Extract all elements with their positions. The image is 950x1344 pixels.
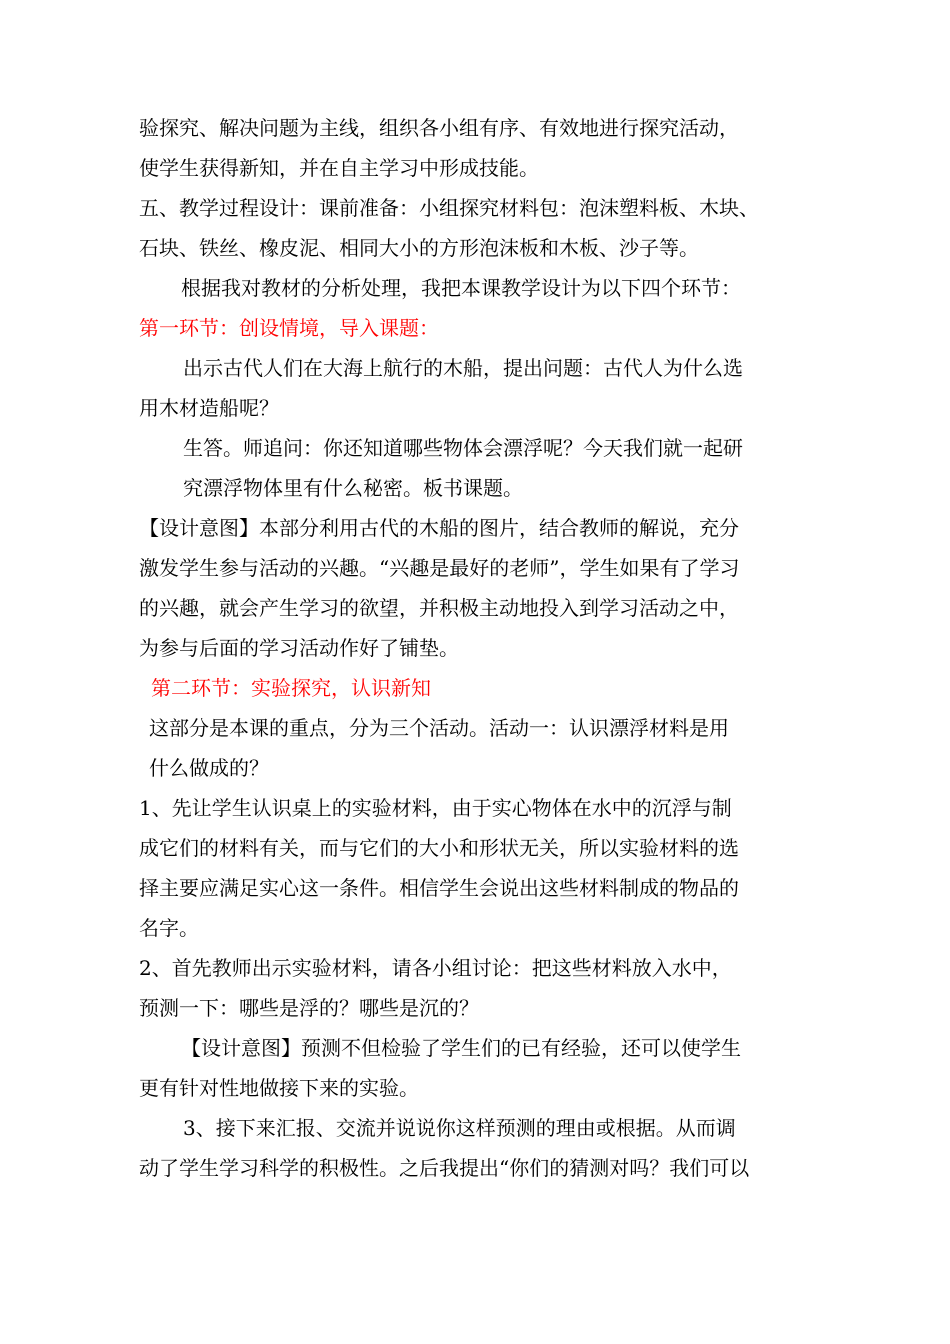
paragraph-line: 这部分是本课的重点，分为三个活动。活动一：认识漂浮材料是用 — [149, 716, 729, 740]
paragraph-line: 动了学生学习科学的积极性。之后我提出“你们的猜测对吗？我们可以 — [139, 1156, 750, 1180]
paragraph-line: 为参与后面的学习活动作好了铺垫。 — [139, 636, 459, 660]
paragraph-line: 成它们的材料有关，而与它们的大小和形状无关，所以实验材料的选 — [139, 836, 739, 860]
design-intent-paragraph: 【设计意图】本部分利用古代的木船的图片，结合教师的解说，充分 — [139, 516, 739, 540]
paragraph-line: 更有针对性地做接下来的实验。 — [139, 1076, 419, 1100]
paragraph-line: 使学生获得新知，并在自主学习中形成技能。 — [139, 156, 539, 180]
paragraph-line: 验探究、解决问题为主线，组织各小组有序、有效地进行探究活动， — [139, 116, 739, 140]
paragraph-line: 生答。师追问：你还知道哪些物体会漂浮呢？今天我们就一起研 — [183, 436, 743, 460]
paragraph-line: 择主要应满足实心这一条件。相信学生会说出这些材料制成的物品的 — [139, 876, 739, 900]
paragraph-line: 用木材造船呢？ — [139, 396, 279, 420]
paragraph-line: 激发学生参与活动的兴趣。“兴趣是最好的老师”，学生如果有了学习 — [139, 556, 740, 580]
paragraph-line: 出示古代人们在大海上航行的木船，提出问题：古代人为什么选 — [183, 356, 743, 380]
design-intent-paragraph: 【设计意图】预测不但检验了学生们的已有经验，还可以使学生 — [181, 1036, 741, 1060]
section-heading-five: 五、教学过程设计：课前准备：小组探究材料包：泡沫塑料板、木块、 — [139, 196, 759, 220]
numbered-item-3: 3、接下来汇报、交流并说说你这样预测的理由或根据。从而调 — [183, 1116, 736, 1140]
stage-one-heading: 第一环节：创设情境，导入课题： — [139, 316, 439, 340]
paragraph-line: 名字。 — [139, 916, 199, 940]
paragraph-line: 究漂浮物体里有什么秘密。板书课题。 — [183, 476, 523, 500]
paragraph-line: 什么做成的？ — [149, 756, 269, 780]
paragraph-line: 的兴趣，就会产生学习的欲望，并积极主动地投入到学习活动之中， — [139, 596, 739, 620]
paragraph-line: 根据我对教材的分析处理，我把本课教学设计为以下四个环节： — [181, 276, 741, 300]
numbered-item-2: 2、首先教师出示实验材料，请各小组讨论：把这些材料放入水中， — [139, 956, 732, 980]
numbered-item-1: 1、先让学生认识桌上的实验材料，由于实心物体在水中的沉浮与制 — [139, 796, 732, 820]
stage-two-heading: 第二环节：实验探究，认识新知 — [151, 676, 431, 700]
paragraph-line: 预测一下：哪些是浮的？哪些是沉的？ — [139, 996, 479, 1020]
paragraph-line: 石块、铁丝、橡皮泥、相同大小的方形泡沫板和木板、沙子等。 — [139, 236, 699, 260]
